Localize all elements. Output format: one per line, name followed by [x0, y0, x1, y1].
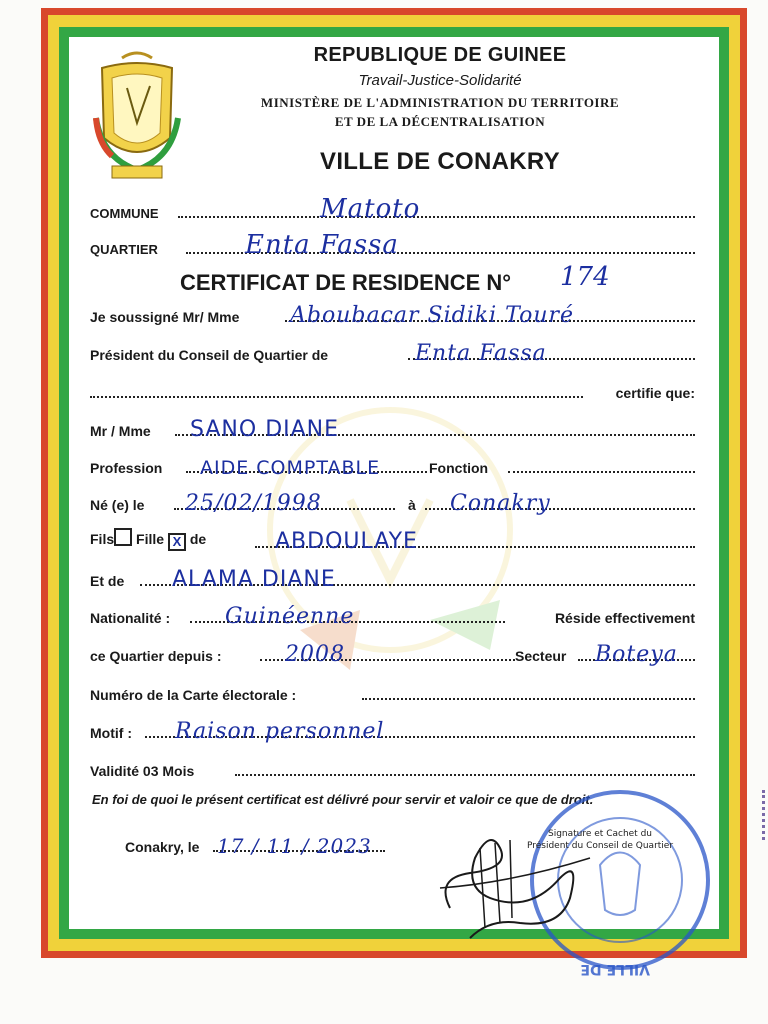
- de-label: de: [189, 531, 207, 547]
- fils-checkbox[interactable]: [114, 528, 132, 546]
- city-heading: VILLE DE CONAKRY: [320, 148, 560, 175]
- since-value: 2008: [285, 642, 345, 667]
- republic-heading: REPUBLIQUE DE GUINEE: [313, 44, 567, 66]
- nationality-value: Guinéenne: [225, 604, 355, 629]
- reason-label: Motif :: [90, 725, 132, 741]
- en-foi-statement: En foi de quoi le présent certificat est délivré pour servir et valoir ce que de droit.: [92, 792, 594, 807]
- reason-row: [90, 718, 695, 744]
- nationality-row: [90, 603, 695, 629]
- soussigne-label: Je soussigné Mr/ Mme: [90, 309, 240, 325]
- handwritten-signature-icon: [430, 818, 600, 943]
- quartier-label: QUARTIER: [90, 242, 158, 257]
- commune-row: [90, 194, 695, 224]
- ministry-line2: ET DE LA DÉCENTRALISATION: [334, 114, 546, 129]
- date-row: [125, 832, 385, 858]
- quartier-value: Enta Fassa: [245, 230, 399, 260]
- mother-label: Et de: [90, 573, 125, 589]
- commune-value: Matoto: [320, 194, 421, 224]
- soussigne-row: [90, 302, 695, 328]
- fille-label: Fille: [136, 531, 165, 547]
- fonction-label: Fonction: [429, 460, 489, 476]
- mother-value: ALAMA DIANE: [172, 567, 336, 592]
- president-value: Enta Fassa: [415, 341, 547, 366]
- quartier-row: [90, 230, 695, 260]
- president-label: Président du Conseil de Quartier de: [90, 347, 329, 363]
- date-value: 17 / 11 / 2023: [217, 834, 372, 858]
- father-value: ABDOULAYE: [275, 529, 418, 554]
- coat-of-arms-icon: [82, 48, 192, 188]
- voter-card-label: Numéro de la Carte électorale :: [90, 687, 297, 703]
- signature-caption-line2: Président du Conseil de Quartier: [526, 841, 674, 851]
- name-row: [90, 416, 695, 442]
- birth-row: [90, 490, 695, 516]
- fils-label: Fils: [90, 531, 115, 547]
- profession-value: AIDE COMPTABLE: [200, 457, 381, 479]
- name-label: Mr / Mme: [90, 423, 151, 439]
- certificate-title: CERTIFICAT DE RESIDENCE N°: [180, 270, 512, 295]
- parent-father-row: [90, 528, 695, 554]
- voter-card-row: [90, 680, 695, 706]
- reside-label: Réside effectivement: [554, 610, 695, 626]
- sector-label: Secteur: [515, 648, 567, 664]
- nationality-label: Nationalité :: [90, 610, 171, 626]
- sector-value: Boteya: [595, 642, 678, 667]
- ministry-line1: MINISTÈRE DE L'ADMINISTRATION DU TERRITOIRE: [260, 95, 620, 110]
- commune-label: COMMUNE: [90, 206, 159, 221]
- edge-mark: [762, 790, 768, 840]
- since-label: ce Quartier depuis :: [90, 648, 222, 664]
- birth-date-value: 25/02/1998: [185, 491, 322, 516]
- birthplace-label: à: [408, 497, 416, 513]
- profession-row: [90, 453, 695, 479]
- motto: Travail-Justice-Solidarité: [358, 72, 522, 89]
- validity-label: Validité 03 Mois: [90, 763, 195, 779]
- certifie-row: [90, 378, 695, 404]
- president-row: [90, 340, 695, 366]
- certificate-number: 174: [560, 262, 610, 292]
- date-label: Conakry, le: [125, 839, 200, 855]
- profession-label: Profession: [90, 460, 163, 476]
- birth-label: Né (e) le: [90, 497, 145, 513]
- soussigne-value: Aboubacar Sidiki Touré: [290, 303, 575, 328]
- name-value: SANO DIANE: [190, 417, 340, 442]
- residence-since-row: [90, 641, 695, 667]
- birthplace-value: Conakry: [450, 491, 551, 516]
- certifie-label: certifie que:: [615, 385, 695, 401]
- stamp-text: VILLE DE: [580, 961, 650, 977]
- fille-checkbox[interactable]: X: [168, 533, 186, 551]
- parent-mother-row: [90, 566, 695, 592]
- reason-value: Raison personnel: [175, 719, 385, 744]
- signature-caption-line1: Signature et Cachet du: [547, 829, 652, 839]
